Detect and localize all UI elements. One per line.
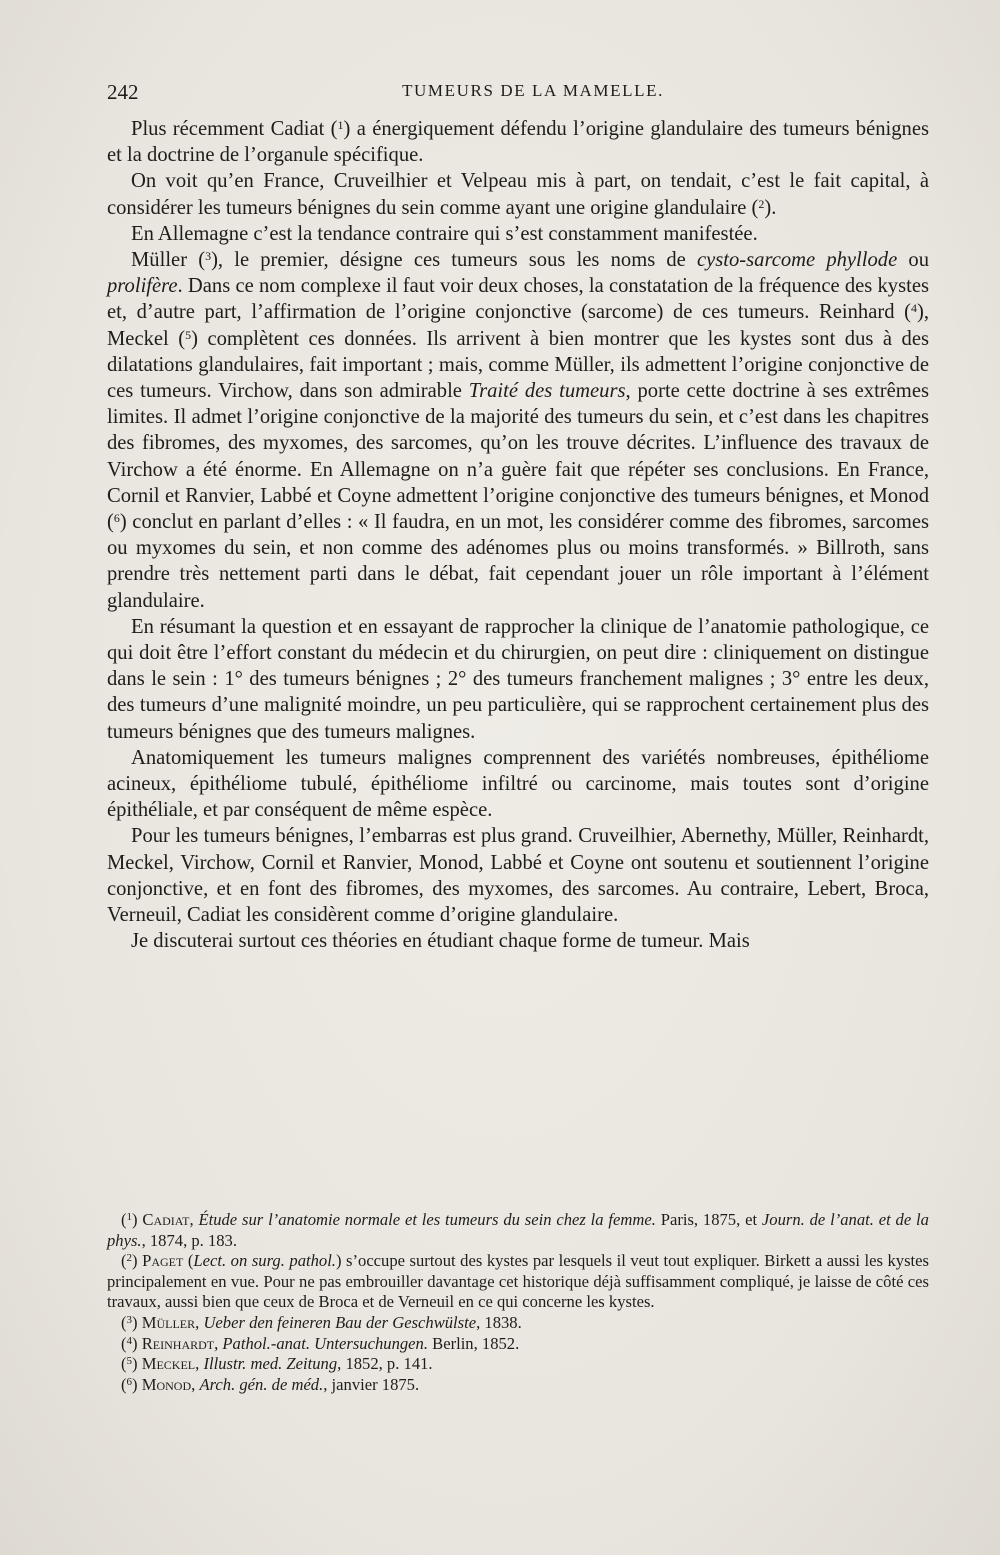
text-run: On voit qu’en France, Cruveilhier et Velpeau mis à part, on tendait, c’est le fait capital, à considérer les tumeurs bénignes du sein comme ayant une origine glandulaire ( bbox=[107, 170, 929, 219]
footnote-author: Monod, bbox=[141, 1374, 196, 1394]
footnote-number: 2 bbox=[126, 1252, 133, 1265]
text-run: Paris, 1875, et bbox=[655, 1210, 762, 1229]
footnote: ($^6$) Monod, Arch. gén. de méd., janvier 1875. bbox=[121, 1374, 420, 1394]
text-run: , janvier 1875. bbox=[323, 1374, 420, 1394]
text-run: . Dans ce nom complexe il faut voir deux choses, la constatation de la fréquence des kystes et, d’autre part, l’affirmation de l’origine conjonctive (sarcome) de ces tumeurs. Reinhard ( bbox=[107, 275, 929, 324]
footnote-title: Lect. on surg. pathol. bbox=[193, 1251, 336, 1271]
page-header bbox=[107, 80, 929, 110]
text-run: , 1874, p. 183. bbox=[141, 1230, 237, 1250]
footnote-title: Arch. gén. de méd. bbox=[199, 1374, 324, 1394]
footnote-author: Meckel, bbox=[141, 1354, 200, 1374]
footnote: ($^1$) Cadiat, Étude sur l’anatomie normale et les tumeurs du sein chez la femme. Paris, 1875, et Journ. de l’anat. et de la phys., 1874, p. 183. bbox=[107, 1210, 929, 1250]
paragraph bbox=[107, 116, 929, 168]
text-run: ). bbox=[764, 196, 777, 219]
italic-title: Traité des tumeurs bbox=[468, 380, 626, 403]
paragraph: Pour les tumeurs bénignes, l’embarras est plus grand. Cruveilhier, Abernethy, Müller, Reinhardt, Meckel, Virchow, Cornil et Ranvier, Monod, Labbé et Coyne ont soutenu et soutiennent l’origine conjonctive, et en font des fibromes, des myxomes, des sarcomes. Au contraire, Lebert, Broca, Verneuil, Cadiat les considèrent comme d’origine glandulaire. bbox=[107, 825, 929, 927]
footnote-title: Journ. de l’anat. et de la phys. bbox=[107, 1210, 929, 1250]
footnote-number: 5 bbox=[126, 1355, 133, 1368]
footnote-marker: 3 bbox=[205, 249, 212, 264]
text-run: Plus récemment Cadiat ( bbox=[131, 118, 338, 140]
footnote: ($^5$) Meckel, Illustr. med. Zeitung, 1852, p. 141. bbox=[121, 1354, 433, 1374]
footnote-marker: 2 bbox=[758, 196, 765, 211]
paragraph: En résumant la question et en essayant de rapprocher la clinique de l’anatomie pathologique, ce qui doit être l’effort constant du médecin et du chirurgien, on peut dire : cliniquement on distingue dans le sein : 1° des tumeurs bénignes ; 2° des tumeurs franchement malignes ; 3° entre les deux, des tumeurs d’une malignité moindre, un peu particulière, qui se rapprochent certainement plus des tumeurs bénignes que des tumeurs malignes. bbox=[107, 615, 929, 743]
text-run: Berlin, 1852. bbox=[427, 1333, 520, 1353]
footnote-title: Étude sur l’anatomie normale et les tumeurs du sein chez la femme. bbox=[198, 1210, 656, 1229]
text-run: , 1838. bbox=[476, 1312, 522, 1332]
main-text bbox=[107, 116, 929, 955]
text-run: , 1852, p. 141. bbox=[337, 1354, 433, 1374]
footnote-author: Reinhardt, bbox=[141, 1333, 219, 1353]
footnote-marker: 5 bbox=[185, 327, 192, 342]
paragraph bbox=[107, 247, 929, 614]
paragraph: En Allemagne c’est la tendance contraire qui s’est constamment manifestée. bbox=[131, 222, 758, 245]
page-number: 242 bbox=[107, 80, 139, 104]
running-title: TUMEURS DE LA MAMELLE. bbox=[402, 81, 664, 100]
italic-term: prolifère bbox=[107, 275, 178, 298]
footnote: ($^3$) Müller, Ueber den feineren Bau der Geschwülste, 1838. bbox=[121, 1312, 522, 1332]
text-run: ) conclut en parlant d’elles : « Il faudra, en un mot, les considérer comme des fibromes, sarcomes ou myxomes du sein, et non comme des adénomes plus ou moins transformés. » Billroth, sans prendre très nettement parti dans le débat, fait cependant jouer un rôle important à l’élément glandulaire. bbox=[107, 511, 929, 612]
footnote-marker: 1 bbox=[337, 118, 344, 132]
text-run: ) a énergiquement défendu l’origine glandulaire des tumeurs bénignes et la doctrine de l’organule spécifique. bbox=[107, 118, 929, 167]
footnote-marker: 4 bbox=[910, 301, 917, 316]
text-run: ) s’occupe surtout des kystes par lesquels il veut tout expliquer. Birkett a aussi les kystes principalement en vue. Pour ne pas embrouiller davantage cet historique déjà suffisamment compliqué, je laisse de côté ces travaux, aussi bien que ceux de Broca et de Verneuil en ce qui concerne les kystes. bbox=[107, 1251, 929, 1312]
text-run: Müller ( bbox=[131, 249, 206, 272]
footnote-author: Müller, bbox=[141, 1312, 200, 1332]
text-run: , porte cette doctrine à ses extrêmes limites. Il admet l’origine conjonctive de la majorité des tumeurs du sein, et c’est dans les chapitres des fibromes, des myxomes, des sarcomes, qu’on les trouve décrites. L’influence des travaux de Virchow a été énorme. En Allemagne on n’a guère fait que répéter ses conclusions. En France, Cornil et Ranvier, Labbé et Coyne admettent l’origine conjonctive des tumeurs bénignes, et Monod ( bbox=[107, 380, 929, 534]
text-run: ), Meckel ( bbox=[107, 301, 929, 350]
footnote-marker: 6 bbox=[113, 511, 120, 526]
italic-term: cysto-sarcome phyllode bbox=[696, 249, 898, 272]
footnote: ($^4$) Reinhardt, Pathol.-anat. Untersuchungen. Berlin, 1852. bbox=[121, 1333, 520, 1353]
footnotes bbox=[107, 1210, 929, 1395]
footnote-title: Pathol.-anat. Untersuchungen. bbox=[222, 1333, 428, 1353]
footnote-number: 6 bbox=[126, 1375, 133, 1388]
text-run: ) complètent ces données. Ils arrivent à bien montrer que les kystes sont dus à des dilatations glandulaires, fait important ; mais, comme Müller, ils admettent l’origine conjonctive de ces tumeurs. Virchow, dans son admirable bbox=[107, 327, 930, 403]
text-run: ou bbox=[897, 249, 930, 272]
footnote-number: 4 bbox=[126, 1334, 133, 1347]
footnote-author: Cadiat, bbox=[142, 1210, 194, 1229]
footnote-title: Ueber den feineren Bau der Geschwülste bbox=[203, 1312, 477, 1332]
footnote-number: 1 bbox=[126, 1211, 133, 1223]
paragraph bbox=[107, 168, 929, 220]
footnote-number: 3 bbox=[126, 1313, 133, 1326]
paragraph: Anatomiquement les tumeurs malignes comprennent des variétés nombreuses, épithéliome acineux, épithéliome tubulé, épithéliome infiltré ou carcinome, mais toutes sont d’origine épithéliale, et par conséquent de même espèce. bbox=[107, 746, 929, 822]
text-run: ), le premier, désigne ces tumeurs sous les noms de bbox=[211, 249, 697, 272]
footnote-author: Paget bbox=[142, 1251, 184, 1271]
text-run: ( bbox=[183, 1251, 194, 1271]
paragraph: Je discuterai surtout ces théories en étudiant chaque forme de tumeur. Mais bbox=[131, 930, 750, 953]
footnote-title: Illustr. med. Zeitung bbox=[203, 1354, 338, 1374]
footnote: ($^2$) Paget (Lect. on surg. pathol.) s’occupe surtout des kystes par lesquels il veut tout expliquer. Birkett a aussi les kystes principalement en vue. Pour ne pas embrouiller davantage cet historique déjà suffisamment compliqué, je laisse de côté ces travaux, aussi bien que ceux de Broca et de Verneuil en ce qui concerne les kystes. bbox=[107, 1251, 929, 1312]
